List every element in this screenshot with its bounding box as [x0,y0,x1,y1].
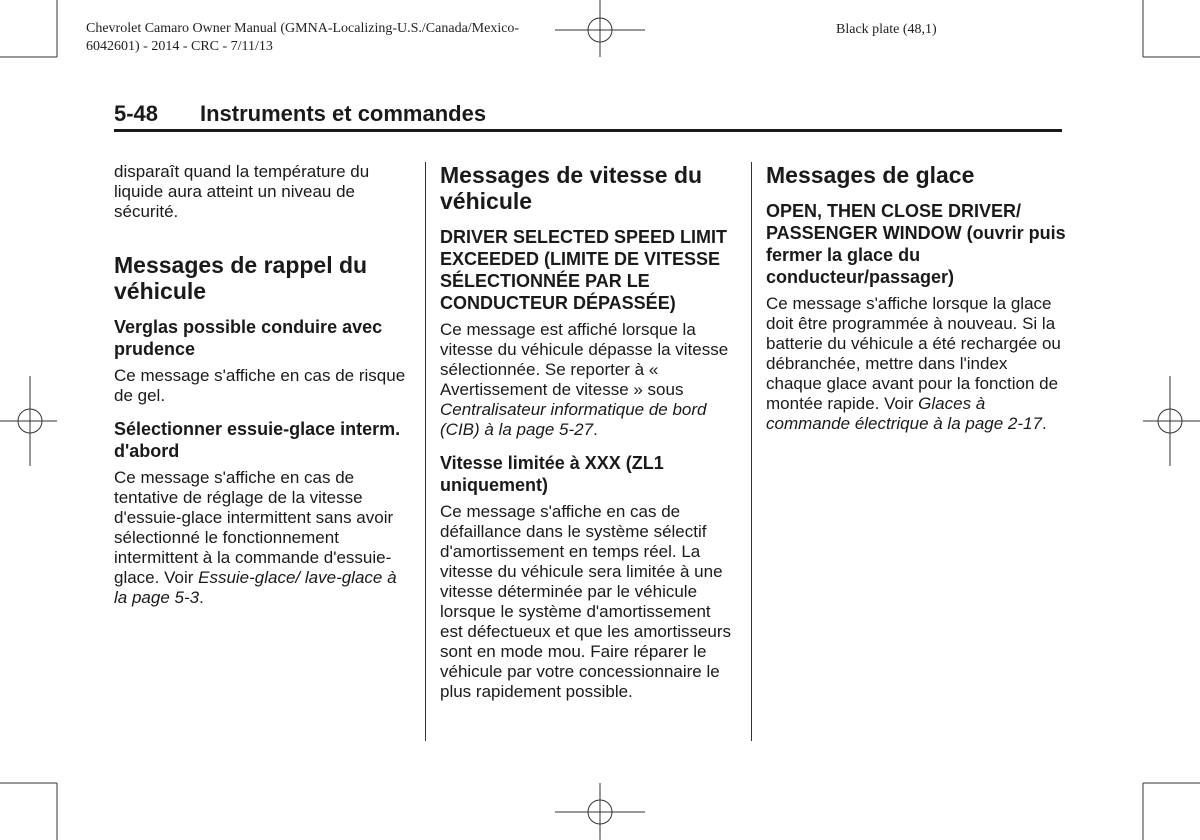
period: . [593,420,598,439]
print-info-line1: Chevrolet Camaro Owner Manual (GMNA-Localizing-U.S./Canada/Mexico- [86,21,520,36]
message-text-ice: Ce message s'affiche en cas de risque de gel. [114,366,406,405]
page-header [114,101,1062,131]
section-heading-window: Messages de glace [766,162,975,188]
section-title: Instruments et commandes [200,101,487,126]
message-text-window-body: Ce message s'affiche lorsque la glace doit être programmée à nouveau. Si la batterie du véhicule a été rechargée ou débranchée, mettre dans l'index chaque glace avant pour la fonction de montée rapide. Voir [766,294,1061,413]
page-number: 5-48 [114,101,159,126]
column-1 [114,162,412,608]
column-3 [766,162,1066,434]
header-rule [114,129,1062,132]
message-title-zl1: Vitesse limitée à XXX (ZL1 uniquement) [440,453,664,495]
registration-target-right [1143,376,1200,466]
message-title-ice: Verglas possible conduire avec prudence [114,317,383,359]
period: . [1041,414,1047,433]
column-divider-2 [751,162,752,741]
message-text-speed-limit-body: Ce message est affiché lorsque la vitesse du véhicule dépasse la vitesse sélectionnée. Se reporter à « Avertissement de vitesse » sous [440,320,729,399]
cross-reference-link[interactable]: Glaces à commande électrique à la page 2-17 [766,394,1042,433]
message-title-wiper: Sélectionner essuie-glace interm. d'abord [114,419,401,461]
cross-reference-link[interactable]: Centralisateur informatique de bord (CIB) à la page 5-27 [440,400,707,439]
cross-reference-link[interactable]: Essuie-glace/ lave-glace à la page 5-3 [114,568,397,607]
intro-paragraph: disparaît quand la température du liquide aura atteint un niveau de sécurité. [114,162,370,221]
registration-target-left [0,376,57,466]
message-text-wiper-body: Ce message s'affiche en cas de tentative de réglage de la vitesse d'essuie-glace intermittent sans avoir sélectionné le fonctionnement intermittent à la commande d'essuie-glace. Voir [114,468,394,587]
period: . [199,588,204,607]
section-heading-speed: Messages de vitesse du véhicule [440,162,703,214]
column-divider-1 [425,162,426,741]
print-info [86,20,519,56]
plate-label: Black plate (48,1) [836,22,937,37]
registration-target-top [555,0,645,57]
column-2 [440,162,738,702]
registration-target-bottom [555,783,645,840]
message-text-window [766,294,1066,434]
message-text-speed-limit [440,320,738,440]
message-text-zl1: Ce message s'affiche en cas de défaillance dans le système sélectif d'amortissement en temps réel. La vitesse du véhicule sera limitée à une vitesse déterminée par le véhicule lorsque le système d'amortissement est défectueux et que les amortisseurs sont en mode mou. Faire réparer le véhicule par votre concessionnaire le plus rapidement possible. [440,502,732,701]
message-title-speed-limit: DRIVER SELECTED SPEED LIMIT EXCEEDED (LIMITE DE VITESSE SÉLECTIONNÉE PAR LE CONDUCTEUR DÉPASSÉE) [440,227,728,313]
message-text-wiper [114,468,412,608]
print-info-line2: 6042601) - 2014 - CRC - 7/11/13 [86,39,273,54]
section-heading-reminder: Messages de rappel du véhicule [114,252,368,304]
message-title-window: OPEN, THEN CLOSE DRIVER/ PASSENGER WINDOW (ouvrir puis fermer la glace du conducteur/passager) [766,201,1066,287]
